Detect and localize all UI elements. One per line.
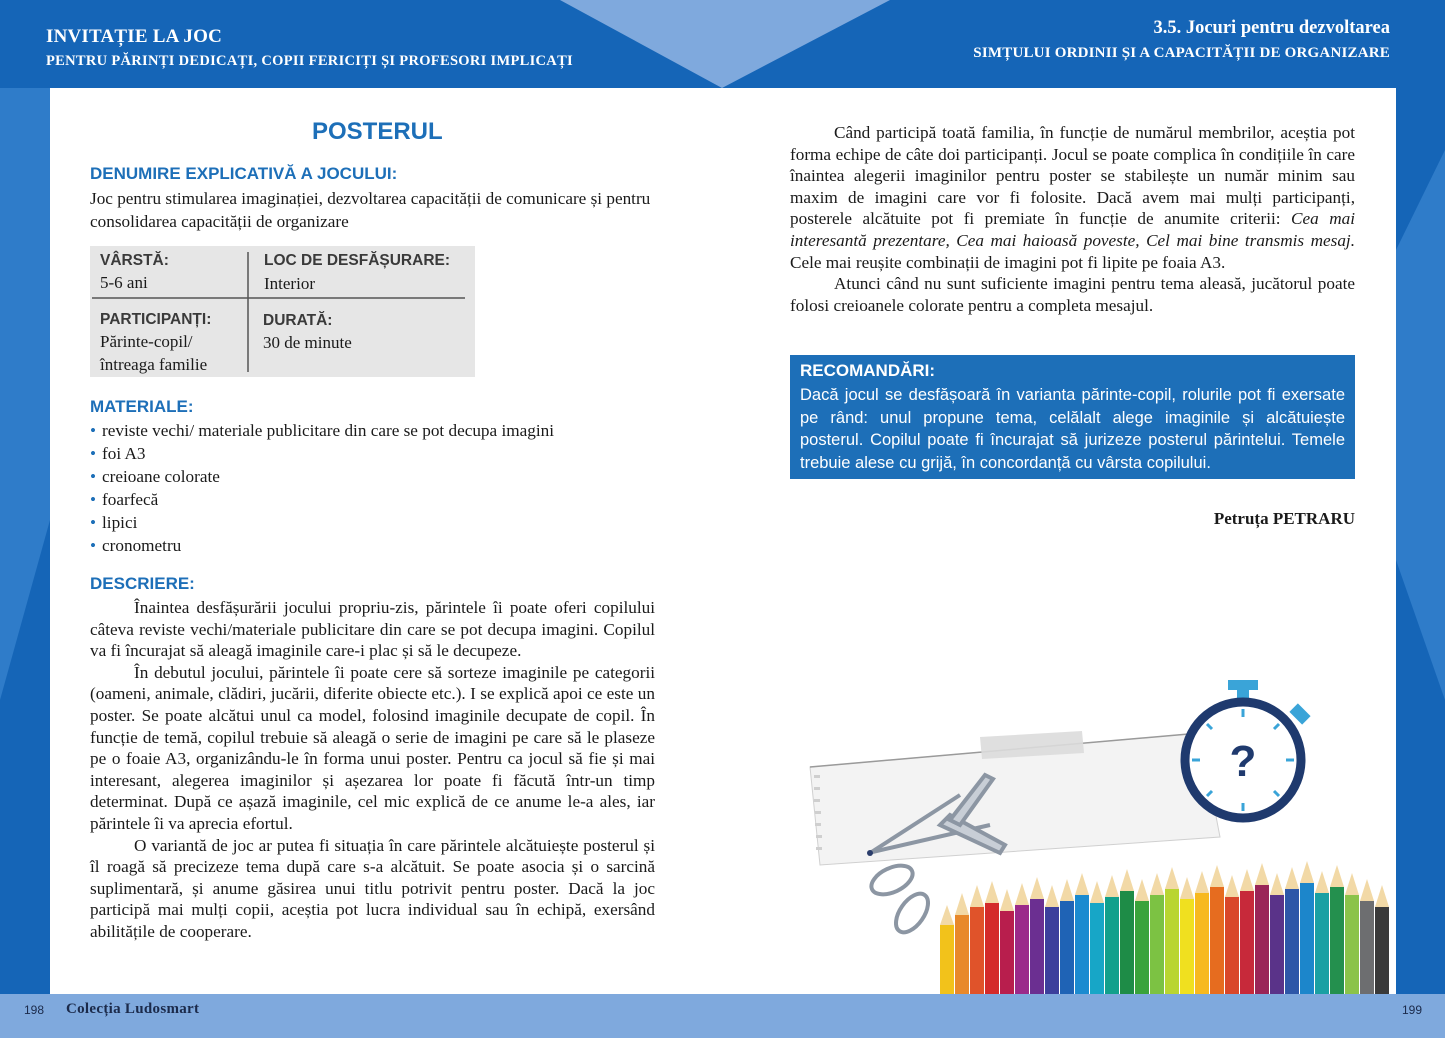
book-subtitle: PENTRU PĂRINȚI DEDICAȚI, COPII FERICIȚI ȘI PROFESORI IMPLICAȚI xyxy=(46,53,573,69)
list-item: • foarfecă xyxy=(90,488,554,511)
list-item: • cronometru xyxy=(90,534,554,557)
recommendations-text: Dacă jocul se desfășoară în varianta părinte-copil, rolurile pot fi exersate pe rând: unul propune tema, celălalt alege imaginile și alcătuiește posterul. Copilul poate fi încurajat să jurizeze posterul părintelui. Temele trebuie alese cu grijă, în concordanță cu vârsta copilului. xyxy=(800,386,1345,472)
info-box xyxy=(90,246,475,377)
list-item: • foi A3 xyxy=(90,442,554,465)
duration-label: DURATĂ: xyxy=(263,312,333,329)
description-paragraph: O variantă de joc ar putea fi situația în care părintele alcătuiește posterul și îl roagă să precizeze tema după care s-a alcătuit. Se poate asocia și o sarcină suplimentară, și anume găsirea unui titlu potrivit pentru poster. Dacă la joc participă mai mulți copii, aceștia pot lucra individual sau în echipă, exersând abilitățile de cooperare. xyxy=(90,835,655,941)
illustration xyxy=(800,675,1396,994)
recommendations-box xyxy=(790,355,1355,479)
description-paragraph: Înaintea desfășurării jocului propriu-zis, părintele îi poate oferi copilului câteva reviste vechi/materiale publicitare din care se pot decupa imagini. Copilul va fi încurajat să aleagă imaginile care-i plac și să le decupeze. xyxy=(90,598,655,661)
description-paragraph: În debutul jocului, părintele îi poate cere să sorteze imaginile pe categorii (oameni, animale, clădiri, jucării, diferite obiecte etc.). I se explică apoi ce este un poster. Se poate alcătui unul ca model, folosind imaginile decupate de copil. În funcție de temă, copilul trebuie să aleagă o serie de imagini pe care să le plaseze pe o foaie A3, organizându-le în forma unui poster. Pentru ca jocul să fie și mai interesant, alegerea imaginilor și așezarea lor poate fi făcută într-un timp determinat. După ce așază imaginile, cel mic explică de ce anume le-a ales, iar părintele îi va aprecia efortul. xyxy=(90,662,655,833)
description-text xyxy=(90,597,655,943)
right-page-number: 199 xyxy=(1402,1003,1423,1017)
name-label: DENUMIRE EXPLICATIVĂ A JOCULUI: xyxy=(90,164,398,183)
right-paragraph-1-end: Cele mai reușite combinații de imagini pot fi lipite pe foaia A3. xyxy=(790,252,1226,272)
place-value: Interior xyxy=(264,274,315,293)
list-item: • lipici xyxy=(90,511,554,534)
colored-pencils-icon xyxy=(940,861,1389,994)
participants-value-2: întreaga familie xyxy=(100,355,208,374)
criteria-italic: Cea mai interesantă prezentare, Cea mai haioasă poveste, Cel mai bine transmis mesaj. xyxy=(790,209,1355,250)
left-page-number: 198 xyxy=(24,1003,45,1017)
participants-value-1: Părinte-copil/ xyxy=(100,332,193,351)
left-header xyxy=(46,26,573,70)
chapter-subtitle: SIMȚULUI ORDINII ȘI A CAPACITĂȚII DE ORGANIZARE xyxy=(973,45,1390,61)
paper-sheet-icon xyxy=(810,731,1220,865)
stopwatch-symbol: ? xyxy=(1229,737,1257,786)
author-name: Petruța PETRARU xyxy=(1213,509,1355,528)
age-value: 5-6 ani xyxy=(100,273,148,292)
recommendations-label: RECOMANDĂRI: xyxy=(800,361,936,380)
right-header xyxy=(973,18,1390,62)
materials-label: MATERIALE: xyxy=(90,397,194,416)
name-text: Joc pentru stimularea imaginației, dezvoltarea capacității de comunicare și pentru consolidarea capacității de organizare xyxy=(90,189,651,231)
materials-list xyxy=(90,419,554,557)
age-label: VÂRSTĂ: xyxy=(100,252,169,269)
right-paragraph-2: Atunci când nu sunt suficiente imagini pentru tema aleasă, jucătorul poate folosi creioanele colorate pentru a completa mesajul. xyxy=(790,274,1355,315)
participants-label: PARTICIPANȚI: xyxy=(100,311,212,328)
right-text xyxy=(790,122,1355,316)
book-title: INVITAȚIE LA JOC xyxy=(46,26,222,47)
place-label: LOC DE DESFĂȘURARE: xyxy=(264,252,451,269)
right-paragraph-1-start: Când participă toată familia, în funcție de numărul membrilor, aceștia pot forma echipe de câte doi participanți. Jocul se poate complica în condițiile în care înaintea alegerii imaginilor pentru poster se stabilește un număr minim sau maxim de imagini care vor fi folosite. Dacă avem mai mulți participanți, posterele alcătuite pot fi premiate în funcție de anumite criterii: xyxy=(790,123,1355,229)
duration-value: 30 de minute xyxy=(263,333,352,352)
chapter-title: 3.5. Jocuri pentru dezvoltarea xyxy=(1153,18,1390,38)
game-title: POSTERUL xyxy=(312,118,443,145)
stopwatch-icon xyxy=(1185,680,1311,818)
list-item: • creioane colorate xyxy=(90,465,554,488)
list-item: • reviste vechi/ materiale publicitare din care se pot decupa imagini xyxy=(90,419,554,442)
collection-name: Colecția Ludosmart xyxy=(66,1001,200,1017)
description-label: DESCRIERE: xyxy=(90,574,195,593)
right-paragraph-1 xyxy=(790,122,1355,273)
